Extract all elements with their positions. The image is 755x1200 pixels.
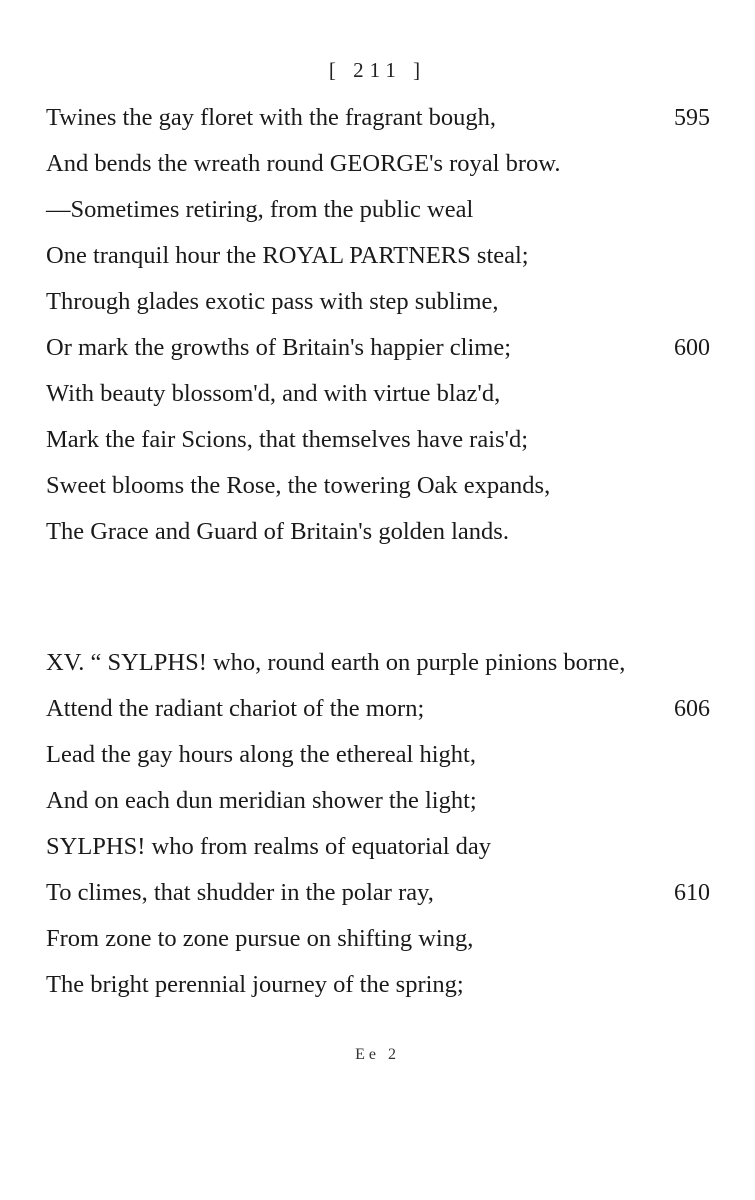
poem-line-text: Or mark the growths of Britain's happier clime; [46, 334, 512, 361]
poem-line [46, 686, 710, 732]
poem-line [46, 824, 710, 870]
poem-line [46, 640, 710, 686]
poem-line-text: Attend the radiant chariot of the morn; [46, 695, 425, 722]
poem-line-text: From zone to zone pursue on shifting wing, [46, 925, 474, 952]
poem-line [46, 778, 710, 824]
poem-line [46, 463, 710, 509]
page-number: [ 211 ] [328, 58, 427, 82]
poem-line-text: With beauty blossom'd, and with virtue blaz'd, [46, 380, 501, 407]
poem-line [46, 325, 710, 371]
poem-line [46, 233, 710, 279]
line-number: 595 [674, 105, 710, 131]
poem-line-text: Through glades exotic pass with step sublime, [46, 288, 499, 315]
poem-line [46, 95, 710, 141]
poem-line [46, 962, 710, 1008]
poem-line-text: The bright perennial journey of the spring; [46, 971, 464, 998]
poem-line-text: SYLPHS! who from realms of equatorial day [46, 833, 491, 860]
poem-line [46, 279, 710, 325]
signature-mark: Ee 2 [355, 1046, 400, 1063]
poem-line-text: And on each dun meridian shower the light; [46, 787, 477, 814]
poem-line [46, 870, 710, 916]
poem-line [46, 371, 710, 417]
poem-line-text: Sweet blooms the Rose, the towering Oak expands, [46, 472, 551, 499]
poem-line [46, 732, 710, 778]
poem-line [46, 509, 710, 555]
poem-line [46, 141, 710, 187]
poem-line [46, 916, 710, 962]
stanza-a [46, 95, 710, 555]
line-number: 610 [674, 880, 710, 906]
poem-line-text: Lead the gay hours along the ethereal hight, [46, 741, 476, 768]
poem-line-text: To climes, that shudder in the polar ray, [46, 879, 434, 906]
poem-line [46, 187, 710, 233]
line-number: 600 [674, 335, 710, 361]
poem-line-text: And bends the wreath round GEORGE's royal brow. [46, 150, 561, 177]
stanza-b [46, 640, 710, 1008]
poem-line-text: —Sometimes retiring, from the public weal [46, 196, 474, 223]
line-number: 606 [674, 696, 710, 722]
poem-line [46, 417, 710, 463]
poem-line-text: Twines the gay floret with the fragrant bough, [46, 104, 497, 131]
poem-line-text: One tranquil hour the ROYAL PARTNERS steal; [46, 242, 529, 269]
poem-line-text: XV. “ SYLPHS! who, round earth on purple pinions borne, [46, 649, 626, 676]
poem-line-text: The Grace and Guard of Britain's golden lands. [46, 518, 509, 545]
poem-line-text: Mark the fair Scions, that themselves have rais'd; [46, 426, 529, 453]
